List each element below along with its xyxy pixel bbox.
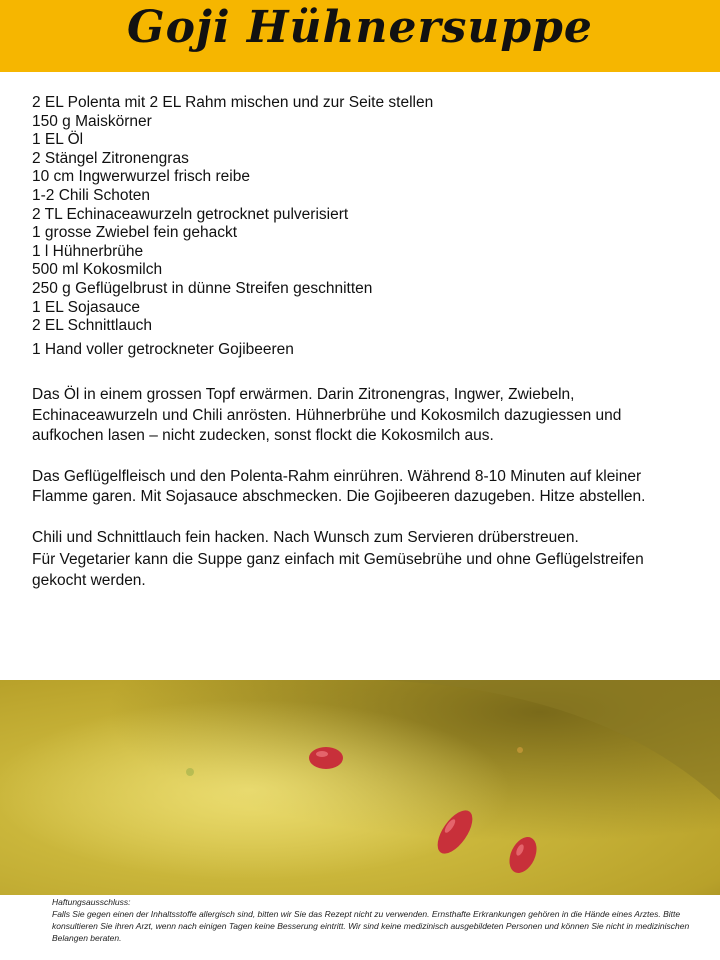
instruction-paragraph: Das Öl in einem grossen Topf erwärmen. Darin Zitronengras, Ingwer, Zwiebeln, Echinaceawurzeln und Chili anrösten. Hühnerbrühe und Kokosmilch dazugiessen und aufkochen lasen – nicht zudecken, sonst flockt die Kokosmilch aus. (32, 386, 622, 444)
ingredient-item: 250 g Geflügelbrust in dünne Streifen geschnitten (32, 279, 373, 297)
disclaimer-text: Falls Sie gegen einen der Inhaltsstoffe allergisch sind, bitten wir Sie das Rezept nicht zu verwenden. Ernsthafte Erkrankungen gehören in die Hände eines Arztes. Bitte konsultieren Sie ihren Arzt, wenn nach einigen Tagen keine Besserung eintritt. Wir sind keine medizinisch ausgebildeten Personen und können Sie nicht in medizinischen Belangen beraten. (52, 909, 690, 943)
ingredient-item: 2 EL Polenta mit 2 EL Rahm mischen und zur Seite stellen (32, 94, 434, 111)
instruction-paragraph: Das Geflügelfleisch und den Polenta-Rahm einrühren. Während 8-10 Minuten auf kleiner Flamme garen. Mit Sojasauce abschmecken. Die Gojibeeren dazugeben. Hitze abstellen. (32, 467, 646, 505)
instruction-paragraph: Chili und Schnittlauch fein hacken. Nach Wunsch zum Servieren drüberstreuen. (32, 528, 579, 546)
soup-illustration (0, 680, 720, 895)
ingredient-item: 1 l Hühnerbrühe (32, 242, 144, 260)
ingredient-item: 1 Hand voller getrockneter Gojibeeren (32, 340, 294, 358)
instructions (32, 385, 692, 591)
goji-berry (309, 747, 343, 769)
title-banner (0, 0, 720, 72)
ingredient-item: 150 g Maiskörner (32, 112, 152, 130)
ingredient-item: 2 TL Echinaceawurzeln getrocknet pulverisiert (32, 205, 349, 223)
ingredient-item: 10 cm Ingwerwurzel frisch reibe (32, 168, 250, 186)
ingredient-item: 2 Stängel Zitronengras (32, 149, 189, 167)
ingredient-item: 2 EL Schnittlauch (32, 317, 153, 335)
recipe-title: Goji Hühnersuppe (127, 2, 593, 53)
ingredient-item: 1 EL Sojasauce (32, 298, 141, 316)
instruction-paragraph: Für Vegetarier kann die Suppe ganz einfach mit Gemüsebrühe und ohne Geflügelstreifen gekocht werden. (32, 551, 644, 589)
ingredient-item: 1-2 Chili Schoten (32, 186, 151, 204)
disclaimer-heading: Haftungsausschluss: (52, 897, 131, 907)
ingredient-item: 500 ml Kokosmilch (32, 261, 163, 279)
ingredient-item: 1 EL Öl (32, 131, 84, 149)
ingredient-list (32, 94, 692, 359)
soup-photo (0, 680, 720, 895)
disclaimer (52, 896, 712, 944)
ingredient-item: 1 grosse Zwiebel fein gehackt (32, 224, 238, 242)
